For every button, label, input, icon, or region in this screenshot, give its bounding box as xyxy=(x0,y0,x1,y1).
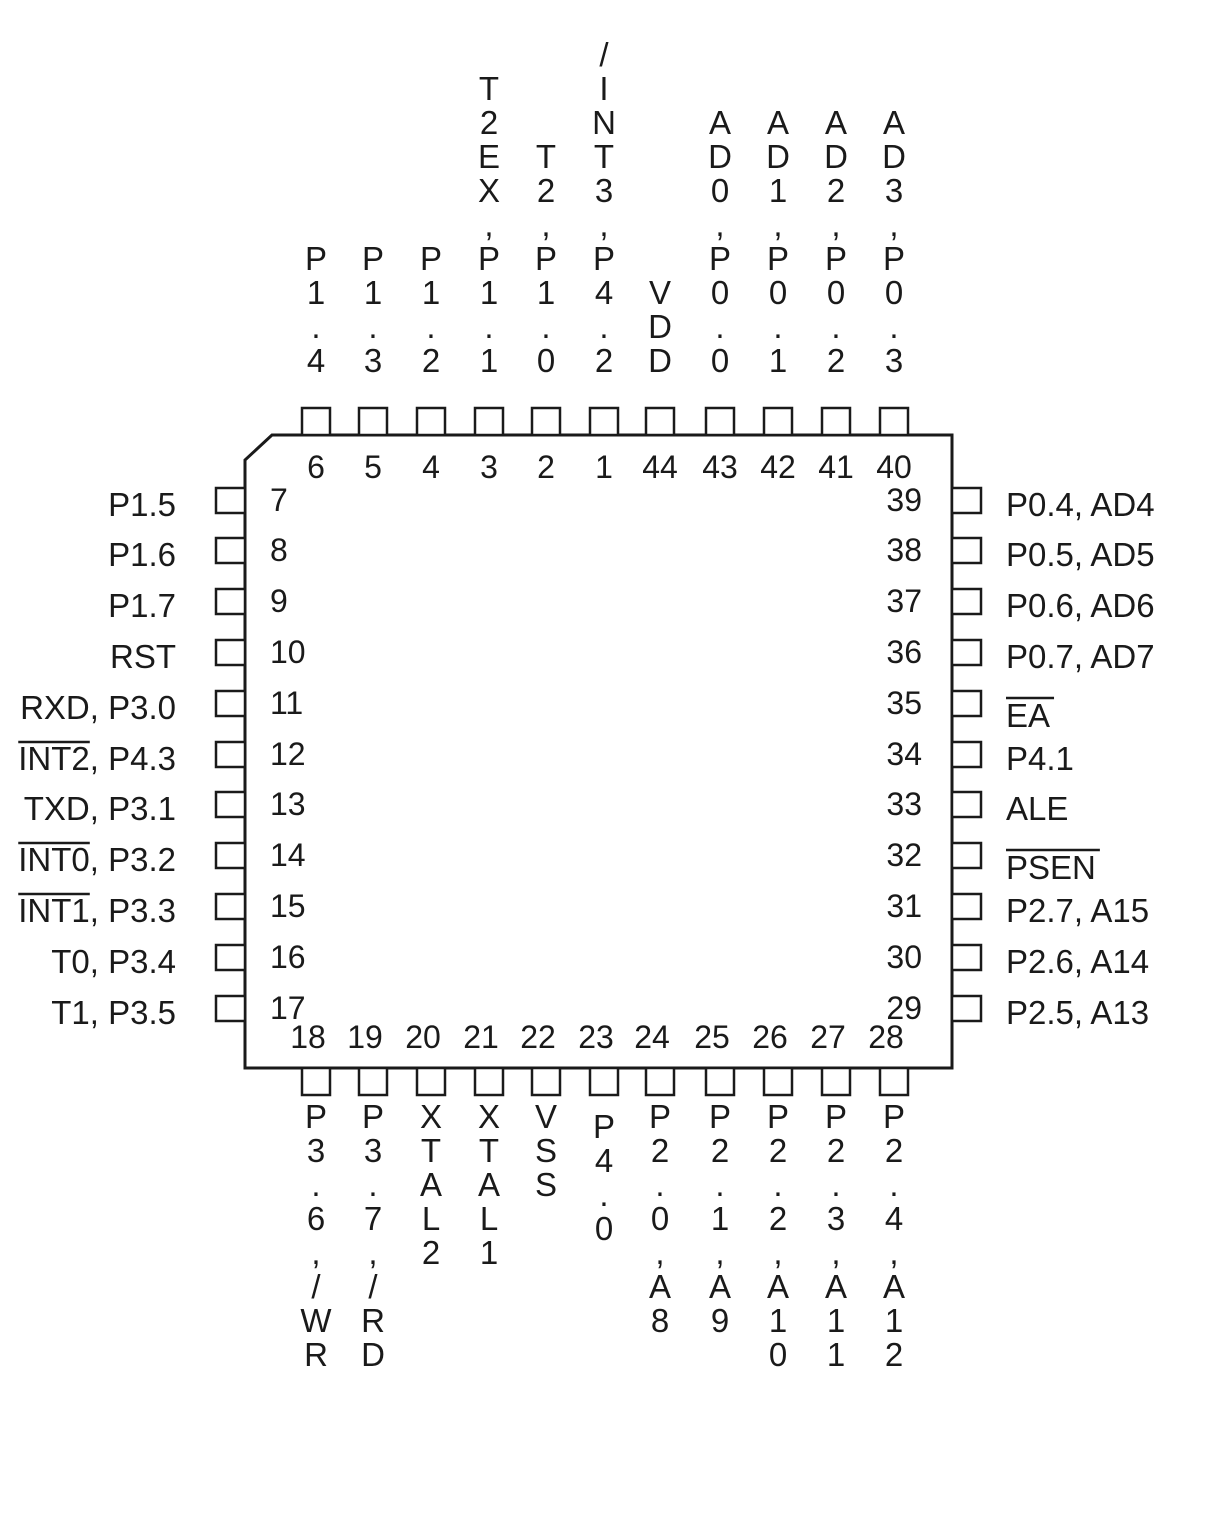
pin-label-42: A D 1 , P 0 . 1 xyxy=(766,104,790,379)
pin-label-34: P4.1 xyxy=(1006,740,1074,777)
pin-pad-35 xyxy=(952,691,981,716)
pin-number-7: 7 xyxy=(270,482,288,518)
pin-number-21: 21 xyxy=(463,1019,499,1055)
pin-label-26: P 2 . 2 , A 1 0 xyxy=(766,1098,790,1373)
pin-label-29: P2.5, A13 xyxy=(1006,994,1150,1031)
pin-label-28: P 2 . 4 , A 1 2 xyxy=(882,1098,906,1373)
pin-pad-4 xyxy=(417,408,445,435)
pin-pad-31 xyxy=(952,894,981,919)
pin-number-17: 17 xyxy=(270,990,306,1026)
pin-pad-24 xyxy=(646,1068,674,1095)
pin-pad-21 xyxy=(475,1068,503,1095)
pin-label-2: T 2 , P 1 . 0 xyxy=(534,138,558,379)
pin-label-24: P 2 . 0 , A 8 xyxy=(648,1098,672,1339)
pin-number-4: 4 xyxy=(422,449,440,485)
pin-number-5: 5 xyxy=(364,449,382,485)
pin-number-8: 8 xyxy=(270,532,288,568)
pin-number-26: 26 xyxy=(752,1019,788,1055)
pin-label-17: T1, P3.5 xyxy=(51,994,176,1031)
pin-pad-18 xyxy=(302,1068,330,1095)
pin-number-42: 42 xyxy=(760,449,796,485)
pin-pad-17 xyxy=(216,996,245,1021)
pin-number-33: 33 xyxy=(886,786,922,822)
pin-pad-13 xyxy=(216,792,245,817)
pin-pad-27 xyxy=(822,1068,850,1095)
pin-pad-10 xyxy=(216,640,245,665)
pin-label-40: A D 3 , P 0 . 3 xyxy=(882,104,906,379)
pin-label-25: P 2 . 1 , A 9 xyxy=(708,1098,732,1339)
pin-label-19: P 3 . 7 , / R D xyxy=(361,1098,385,1373)
pin-number-10: 10 xyxy=(270,634,306,670)
pin-pad-5 xyxy=(359,408,387,435)
pin-number-24: 24 xyxy=(634,1019,670,1055)
pin-number-22: 22 xyxy=(520,1019,556,1055)
pin-number-16: 16 xyxy=(270,939,306,975)
pin-pad-36 xyxy=(952,640,981,665)
pin-pad-3 xyxy=(475,408,503,435)
pin-pad-1 xyxy=(590,408,618,435)
pin-pad-34 xyxy=(952,742,981,767)
chip-package-body xyxy=(245,435,952,1068)
pin-number-27: 27 xyxy=(810,1019,846,1055)
pin-label-11: RXD, P3.0 xyxy=(20,689,176,726)
pin-pad-2 xyxy=(532,408,560,435)
pin-pad-40 xyxy=(880,408,908,435)
pin-pad-14 xyxy=(216,843,245,868)
pin-number-25: 25 xyxy=(694,1019,730,1055)
pin-label-4: P 1 . 2 xyxy=(419,240,443,379)
pin-pad-43 xyxy=(706,408,734,435)
pin-pad-38 xyxy=(952,538,981,563)
pin-label-12: INT2, P4.3 xyxy=(18,740,176,777)
pin-label-27: P 2 . 3 , A 1 1 xyxy=(824,1098,848,1373)
pin-label-22: V S S xyxy=(534,1098,558,1203)
pin-number-23: 23 xyxy=(578,1019,614,1055)
pin-pad-12 xyxy=(216,742,245,767)
pin-pad-37 xyxy=(952,589,981,614)
pin-label-21: X T A L 1 xyxy=(477,1098,501,1271)
pin-label-6: P 1 . 4 xyxy=(304,240,328,379)
pin-pad-32 xyxy=(952,843,981,868)
pin-number-34: 34 xyxy=(886,736,922,772)
pin-number-32: 32 xyxy=(886,837,922,873)
pin-label-33: ALE xyxy=(1006,790,1069,827)
pin-number-1: 1 xyxy=(595,449,613,485)
pin-pad-44 xyxy=(646,408,674,435)
pin-label-30: P2.6, A14 xyxy=(1006,943,1150,980)
pin-number-20: 20 xyxy=(405,1019,441,1055)
pin-pad-7 xyxy=(216,488,245,513)
pin-label-14: INT0, P3.2 xyxy=(18,841,176,878)
pin-label-44: V D D xyxy=(648,274,672,379)
pin-label-39: P0.4, AD4 xyxy=(1006,486,1155,523)
pin-pad-30 xyxy=(952,945,981,970)
pin-number-37: 37 xyxy=(886,583,922,619)
pin-pad-9 xyxy=(216,589,245,614)
pin-number-41: 41 xyxy=(818,449,854,485)
pin-label-20: X T A L 2 xyxy=(419,1098,443,1271)
pin-number-18: 18 xyxy=(290,1019,326,1055)
pin-label-5: P 1 . 3 xyxy=(361,240,385,379)
pin-number-44: 44 xyxy=(642,449,678,485)
pin-label-31: P2.7, A15 xyxy=(1006,892,1150,929)
pin-label-8: P1.6 xyxy=(108,536,176,573)
pin-label-16: T0, P3.4 xyxy=(51,943,176,980)
pin-pad-26 xyxy=(764,1068,792,1095)
pin-label-9: P1.7 xyxy=(108,587,176,624)
pin-number-19: 19 xyxy=(347,1019,383,1055)
pin-number-11: 11 xyxy=(270,685,304,721)
pin-number-43: 43 xyxy=(702,449,738,485)
pin-label-38: P0.5, AD5 xyxy=(1006,536,1155,573)
pin-number-28: 28 xyxy=(868,1019,904,1055)
pin-number-3: 3 xyxy=(480,449,498,485)
pin-number-31: 31 xyxy=(886,888,922,924)
pin-pad-8 xyxy=(216,538,245,563)
pin-label-36: P0.7, AD7 xyxy=(1006,638,1155,675)
pin-number-9: 9 xyxy=(270,583,288,619)
pin-label-41: A D 2 , P 0 . 2 xyxy=(824,104,848,379)
pin-pad-23 xyxy=(590,1068,618,1095)
pin-label-15: INT1, P3.3 xyxy=(18,892,176,929)
pin-label-7: P1.5 xyxy=(108,486,176,523)
pin-number-29: 29 xyxy=(886,990,922,1026)
pin-number-30: 30 xyxy=(886,939,922,975)
pin-pad-16 xyxy=(216,945,245,970)
pin-label-37: P0.6, AD6 xyxy=(1006,587,1155,624)
pin-number-13: 13 xyxy=(270,786,306,822)
pin-pad-15 xyxy=(216,894,245,919)
pin-number-35: 35 xyxy=(886,685,922,721)
pin-pad-42 xyxy=(764,408,792,435)
pin-pad-11 xyxy=(216,691,245,716)
pin-label-10: RST xyxy=(110,638,176,675)
pin-pad-19 xyxy=(359,1068,387,1095)
pin-number-40: 40 xyxy=(876,449,912,485)
pin-label-35: EA xyxy=(1006,697,1051,734)
pin-pad-41 xyxy=(822,408,850,435)
pin-label-32: PSEN xyxy=(1006,849,1096,886)
pin-number-2: 2 xyxy=(537,449,555,485)
pin-pad-6 xyxy=(302,408,330,435)
pin-pad-28 xyxy=(880,1068,908,1095)
pin-label-3: T 2 E X , P 1 . 1 xyxy=(477,70,501,379)
pin-pad-25 xyxy=(706,1068,734,1095)
pin-number-38: 38 xyxy=(886,532,922,568)
pin-number-15: 15 xyxy=(270,888,306,924)
pin-label-43: A D 0 , P 0 . 0 xyxy=(708,104,732,379)
pin-pad-39 xyxy=(952,488,981,513)
pin-label-23: P 4 . 0 xyxy=(592,1108,616,1247)
pin-number-14: 14 xyxy=(270,837,306,873)
pin-number-36: 36 xyxy=(886,634,922,670)
pin-pad-29 xyxy=(952,996,981,1021)
pin-number-6: 6 xyxy=(307,449,325,485)
pin-label-13: TXD, P3.1 xyxy=(23,790,176,827)
pin-number-12: 12 xyxy=(270,736,306,772)
pin-label-1: / I N T 3 , P 4 . 2 xyxy=(592,36,616,379)
pin-pad-22 xyxy=(532,1068,560,1095)
pin-number-39: 39 xyxy=(886,482,922,518)
pin-pad-33 xyxy=(952,792,981,817)
pin-label-18: P 3 . 6 , / W R xyxy=(300,1098,332,1373)
pin-pad-20 xyxy=(417,1068,445,1095)
